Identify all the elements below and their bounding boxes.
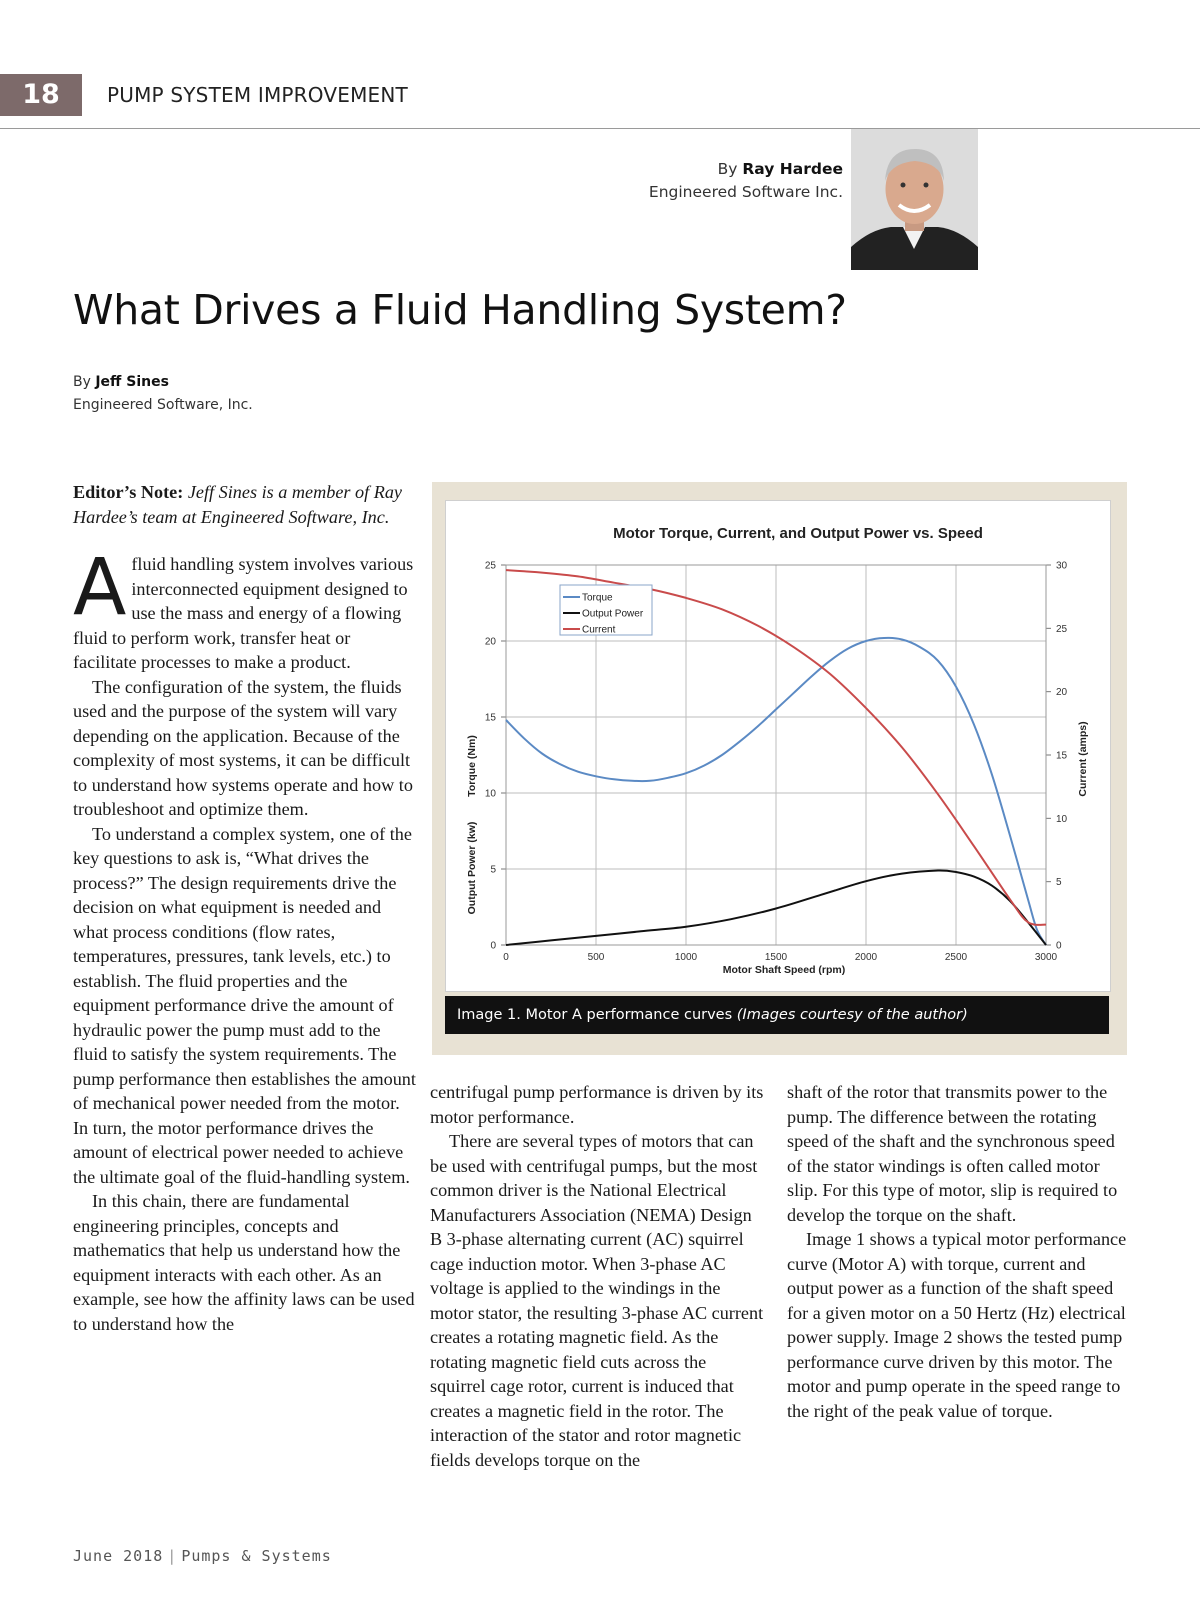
paragraph-2: The configuration of the system, the fluids used and the purpose of the system will vary depending on the application. Because of the complexity of most systems, it can be difficult to understand how systems operate and how to troubleshoot and optimize them. (73, 676, 413, 819)
legend-label-output-power: Output Power (582, 608, 644, 620)
paragraph-4: In this chain, there are fundamental engineering principles, concepts and mathematics that help us understand how the equipment interacts with each other. As an example, see how the affinity laws can be used to understand how the (73, 1191, 415, 1334)
article-title: What Drives a Fluid Handling System? (73, 286, 847, 334)
legend-label-current: Current (582, 624, 616, 636)
x-tick-label: 2500 (944, 952, 968, 963)
col3-paragraph-1: shaft of the rotor that transmits power to the pump. The difference between the rotating speed of the shaft and the synchronous speed of the stator windings is often called motor slip. For this type of motor, slip is required to develop the torque on the shaft. (787, 1082, 1118, 1225)
drop-cap: A (73, 543, 127, 633)
footer-date: June 2018 (73, 1547, 164, 1565)
y-right-tick-label: 20 (1056, 687, 1068, 699)
x-tick-label: 0 (503, 952, 509, 963)
editor-note-text: Jeff Sines is a member of Ray Hardee’s team at Engineered Software, Inc. (73, 482, 402, 527)
footer-separator: | (167, 1547, 178, 1565)
y-right-tick-label: 15 (1056, 750, 1068, 762)
motor-performance-chart (446, 501, 1110, 991)
y-axis-label-torque: Torque (Nm) (466, 735, 478, 797)
x-tick-label: 2000 (854, 952, 878, 963)
footer-magazine: Pumps & Systems (181, 1547, 332, 1565)
x-tick-label: 3000 (1034, 952, 1058, 963)
editor-note (73, 480, 418, 529)
y-left-tick-label: 20 (484, 636, 496, 648)
col2-paragraph-1: centrifugal pump performance is driven by its motor performance. (430, 1082, 764, 1127)
columnist-company: Engineered Software Inc. (648, 183, 843, 201)
figure-image-1 (432, 482, 1127, 1055)
paragraph-1 (73, 543, 418, 675)
chart-legend (560, 585, 652, 636)
body-column-1 (73, 480, 418, 1336)
columnist-byline (649, 158, 843, 204)
editor-note-label: Editor’s Note: (73, 482, 184, 502)
y-right-tick-label: 25 (1056, 623, 1068, 635)
body-column-3 (787, 1080, 1132, 1423)
y-left-tick-label: 25 (484, 560, 496, 572)
paragraph-3: To understand a complex system, one of the key questions to ask is, “What drives the process?” The design requirements drive the decision on what equipment is needed and what process conditions (flow rates, temperatures, pressures, tank levels, etc.) to establish. The fluid properties and the equipment performance drive the amount of hydraulic power the pump must add to the fluid to satisfy the system requirements. The pump performance then establishes the amount of mechanical power needed from the motor. In turn, the motor performance drives the amount of electrical power needed to achieve the ultimate goal of the fluid-handling system. (73, 823, 416, 1187)
x-tick-label: 1000 (674, 952, 698, 963)
y-right-tick-label: 30 (1056, 560, 1068, 572)
page-footer (73, 1547, 332, 1565)
legend-label-torque: Torque (582, 592, 613, 604)
figure-caption (445, 996, 1109, 1034)
y-right-tick-label: 0 (1056, 940, 1062, 952)
x-tick-label: 500 (587, 952, 605, 963)
figure-caption-credit: (Images courtesy of the author) (736, 1007, 968, 1023)
figure-caption-main: Image 1. Motor A performance curves (457, 1007, 733, 1023)
col2-paragraph-2: There are several types of motors that can be used with centrifugal pumps, but the most common driver is the National Electrical Manufacturers Association (NEMA) Design B 3-phase alternating current (AC) squirrel cage induction motor. When 3-phase AC voltage is applied to the windings in the motor stator, the resulting 3-phase AC current creates a rotating magnetic field. As the rotating magnetic field cuts across the squirrel cage rotor, current is induced that creates a magnetic field in the rotor. The interaction of the stator and rotor magnetic fields develops torque on the (430, 1131, 764, 1470)
author-company: Engineered Software, Inc. (73, 397, 253, 413)
y-left-tick-label: 0 (490, 940, 496, 952)
columnist-photo (851, 129, 978, 270)
x-axis-label: Motor Shaft Speed (rpm) (722, 964, 846, 976)
columnist-name: Ray Hardee (742, 160, 843, 178)
columnist-by: By (717, 160, 738, 178)
y-left-tick-label: 5 (490, 864, 496, 876)
x-tick-label: 1500 (764, 952, 788, 963)
y-right-tick-label: 5 (1056, 877, 1062, 889)
section-title: PUMP SYSTEM IMPROVEMENT (107, 83, 408, 107)
y-right-tick-label: 10 (1056, 813, 1068, 825)
page-number: 18 (0, 74, 82, 116)
body-column-2 (430, 1080, 765, 1472)
paragraph-1-text: fluid handling system involves various interconnected equipment designed to use the mass and energy of a flowing fluid to perform work, transfer heat or facilitate processes to make a product. (73, 554, 414, 672)
y-left-tick-label: 10 (484, 788, 496, 800)
header-divider (0, 128, 1200, 129)
y-axis-label-power: Output Power (kw) (466, 821, 478, 915)
author-by: By (73, 374, 91, 390)
col3-paragraph-2: Image 1 shows a typical motor performance curve (Motor A) with torque, current and output power as a function of the shaft speed for a given motor on a 50 Hertz (Hz) electrical power supply. Image 2 shows the tested pump performance curve driven by this motor. The motor and pump operate in the speed range to the right of the peak value of torque. (787, 1229, 1127, 1421)
chart-title: Motor Torque, Current, and Output Power vs. Speed (613, 525, 983, 542)
y-axis-label-current: Current (amps) (1077, 721, 1089, 797)
y-left-tick-label: 15 (484, 712, 496, 724)
author-name: Jeff Sines (95, 374, 169, 390)
chart-panel (445, 500, 1111, 992)
author-byline (73, 371, 253, 417)
